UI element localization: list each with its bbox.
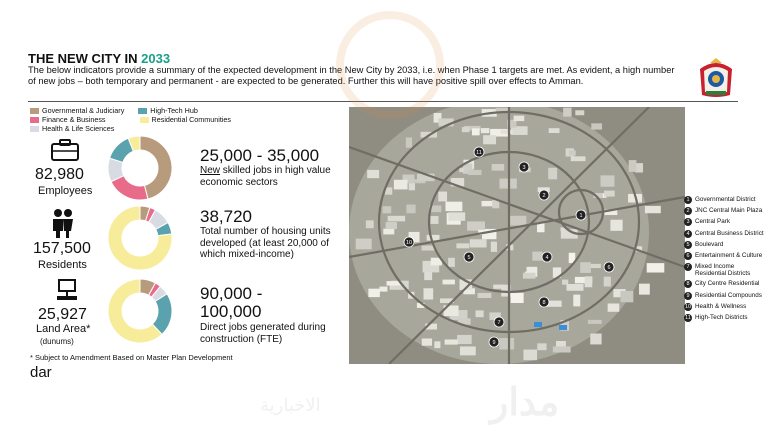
map-building-block bbox=[580, 262, 591, 273]
map-building-block bbox=[383, 229, 394, 235]
map-building-block bbox=[438, 192, 447, 202]
jobs-range: 25,000 - 35,000 bbox=[200, 146, 320, 165]
map-building-block bbox=[445, 202, 462, 212]
map-building-block bbox=[501, 130, 513, 134]
map-building-block bbox=[608, 303, 620, 311]
family-icon bbox=[50, 208, 76, 238]
construction-range-line1: 90,000 - bbox=[200, 284, 263, 303]
map-building-block bbox=[422, 338, 432, 345]
map-building-block bbox=[514, 116, 525, 121]
map-building-block bbox=[386, 222, 397, 229]
map-marker-label-3: 3 bbox=[522, 165, 526, 172]
map-marker-label-1: 1 bbox=[579, 213, 583, 220]
map-building-block bbox=[424, 288, 434, 299]
land-sign-icon bbox=[55, 278, 79, 302]
map-building-block bbox=[537, 343, 546, 350]
map-building-block bbox=[645, 206, 661, 213]
legend-item-residential: Residential Communities bbox=[140, 115, 232, 124]
map-building-block bbox=[445, 339, 458, 344]
intro-paragraph: The below indicators provide a summary of the expected development in the New City by 2033, i.e. when Phase 1 targets are met. As evident, a high number of new jobs – both temporary and permanent - are expected to be generated. Further this will have positive spill over effects to Amman. bbox=[28, 65, 675, 86]
map-building-block bbox=[575, 110, 584, 115]
map-building-block bbox=[356, 239, 372, 250]
title-year: 2033 bbox=[141, 51, 171, 66]
map-building-block bbox=[523, 350, 537, 361]
map-marker-label-6: 6 bbox=[607, 265, 611, 272]
watermark-text: الاخبارية bbox=[260, 395, 321, 415]
map-building-block bbox=[467, 221, 485, 230]
legend-item-governmental: Governmental & Judiciary bbox=[30, 106, 124, 115]
map-marker-label-7: 7 bbox=[497, 320, 501, 327]
map-key-item: 6 Entertainment & Culture bbox=[684, 252, 766, 260]
map-building-block bbox=[366, 220, 374, 228]
map-key-item: 7 Mixed Income Residential Districts bbox=[684, 263, 766, 277]
map-marker-label-9: 9 bbox=[492, 340, 496, 347]
map-building-block bbox=[478, 293, 492, 298]
map-building-block bbox=[553, 346, 571, 352]
map-building-block bbox=[460, 346, 476, 355]
residents-donut-chart bbox=[98, 205, 182, 271]
map-building-block bbox=[406, 137, 412, 147]
page-title bbox=[28, 51, 170, 66]
map-building-block bbox=[588, 320, 602, 324]
construction-description: Direct jobs generated during construction (FTE) bbox=[200, 322, 326, 345]
map-building-block bbox=[443, 280, 455, 285]
map-building-block bbox=[476, 310, 484, 317]
map-building-block bbox=[639, 284, 650, 295]
map-building-block bbox=[427, 235, 440, 241]
map-building-block bbox=[491, 242, 497, 252]
map-building-block bbox=[388, 216, 405, 222]
map-building-block bbox=[562, 280, 568, 285]
map-building-block bbox=[470, 239, 487, 247]
map-building-block bbox=[532, 252, 542, 261]
map-building-block bbox=[604, 191, 615, 197]
map-building-block bbox=[567, 284, 584, 291]
map-building-block bbox=[591, 123, 602, 129]
map-building-block bbox=[448, 212, 465, 220]
map-key-item: 5 Boulevard bbox=[684, 241, 766, 249]
map-key-item: 1 Governmental District bbox=[684, 196, 766, 204]
map-building-block bbox=[571, 156, 586, 161]
map-building-block bbox=[406, 205, 415, 214]
legend-item-high-tech: High-Tech Hub bbox=[138, 106, 198, 115]
title-text: THE NEW CITY IN bbox=[28, 51, 142, 66]
land-donut-chart bbox=[98, 278, 182, 344]
map-building-block bbox=[430, 216, 438, 224]
map-building-block bbox=[424, 272, 432, 280]
jobs-description: New skilled jobs in high value economic sectors bbox=[200, 165, 331, 188]
map-building-block bbox=[563, 108, 571, 117]
map-building-block bbox=[569, 150, 576, 155]
map-building-block bbox=[629, 160, 637, 172]
map-building-block bbox=[456, 243, 469, 248]
employees-label: Employees bbox=[38, 185, 93, 197]
map-building-block bbox=[492, 164, 505, 171]
legend-item-finance: Finance & Business bbox=[30, 115, 106, 124]
residents-label: Residents bbox=[38, 259, 87, 271]
employees-donut-chart bbox=[98, 135, 182, 201]
watermark-logo-text: مدار bbox=[490, 382, 560, 424]
chart-legend bbox=[30, 106, 231, 133]
legend-item-health: Health & Life Sciences bbox=[30, 124, 114, 133]
map-key-item: 4 Central Business District bbox=[684, 230, 766, 238]
header-divider bbox=[28, 101, 738, 102]
map-key-item: 11 High-Tech Districts bbox=[685, 313, 748, 321]
land-area-unit: (dunums) bbox=[40, 337, 74, 346]
map-building-block bbox=[647, 263, 665, 272]
masterplan-aerial-map bbox=[349, 107, 685, 364]
map-marker-label-2: 2 bbox=[542, 193, 546, 200]
map-building-block bbox=[510, 216, 527, 226]
map-marker-label-8: 8 bbox=[542, 300, 546, 307]
map-marker-label-10: 10 bbox=[405, 240, 413, 247]
map-building-block bbox=[585, 276, 593, 287]
map-building-block bbox=[523, 273, 536, 279]
jordan-crest-icon bbox=[694, 55, 738, 99]
briefcase-icon bbox=[50, 138, 80, 162]
map-building-block bbox=[380, 287, 388, 292]
map-building-block bbox=[548, 168, 557, 180]
map-marker-label-11: 11 bbox=[476, 150, 482, 157]
map-key-item: 9 Residential Compounds bbox=[684, 292, 766, 300]
map-building-block bbox=[600, 175, 614, 186]
map-building-block bbox=[367, 170, 379, 178]
map-building-block bbox=[483, 135, 496, 144]
construction-range-line2: 100,000 bbox=[200, 302, 262, 321]
map-building-block bbox=[610, 220, 622, 231]
brand-logo: dar bbox=[30, 364, 52, 381]
map-building-block bbox=[448, 258, 455, 267]
residents-value: 157,500 bbox=[33, 240, 91, 257]
map-building-block bbox=[511, 293, 524, 303]
employees-value: 82,980 bbox=[35, 166, 84, 183]
map-marker-label-4: 4 bbox=[545, 255, 549, 262]
map-key-item: 8 City Centre Residential bbox=[684, 280, 766, 288]
map-building-block bbox=[573, 295, 580, 307]
land-area-value: 25,927 bbox=[38, 306, 87, 323]
map-key-item: 10 Health & Wellness bbox=[684, 302, 747, 310]
map-building-block bbox=[590, 334, 601, 345]
map-building-block bbox=[549, 128, 560, 133]
map-key bbox=[684, 196, 766, 325]
map-building-block bbox=[620, 291, 633, 302]
map-key-item: 2 JNC Central Main Plaza bbox=[684, 207, 766, 215]
map-building-block bbox=[604, 277, 611, 287]
map-building-block bbox=[394, 180, 408, 190]
map-building-block bbox=[457, 335, 472, 344]
map-building-block bbox=[468, 170, 481, 175]
map-building-block bbox=[481, 128, 490, 133]
footnote: * Subject to Amendment Based on Master Plan Development bbox=[30, 353, 233, 362]
map-building-block bbox=[383, 206, 392, 213]
map-building-block bbox=[499, 338, 514, 349]
housing-description: Total number of housing units developed (at least 20,000 of which mixed-income) bbox=[200, 226, 331, 260]
map-building-block bbox=[434, 341, 440, 348]
map-building-block bbox=[472, 128, 480, 135]
map-building-block bbox=[462, 127, 470, 132]
map-building-block bbox=[368, 289, 379, 297]
map-marker-label-5: 5 bbox=[467, 255, 471, 262]
housing-value: 38,720 bbox=[200, 207, 252, 226]
map-key-item: 3 Central Park bbox=[684, 218, 766, 226]
land-area-label: Land Area* bbox=[36, 323, 91, 335]
